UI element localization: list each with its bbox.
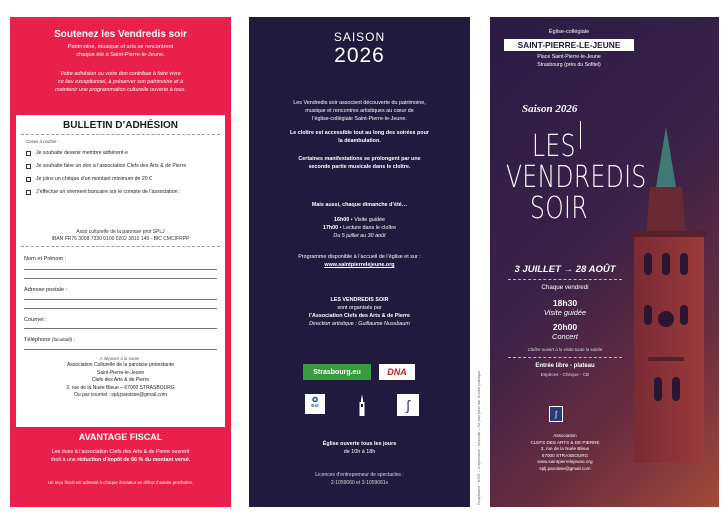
email-field-label: Courriel : — [24, 317, 47, 323]
fiscal-title: AVANTAGE FISCAL — [78, 432, 163, 442]
program-availability — [259, 253, 460, 269]
checkbox-label: Je souhaite faire un don à l’association Clefs des Arts & de Pierre — [36, 163, 187, 169]
intro-line: musique et rencontres artistiques au cœur de — [305, 108, 414, 114]
season-dates: 3 JUILLET → 28 AOÛT — [514, 264, 616, 275]
concert-time: 20h00 — [552, 322, 578, 332]
support-intro — [22, 43, 219, 59]
weekly-label: Chaque vendredi — [541, 284, 589, 291]
schedule-label: • Visite guidée — [349, 217, 385, 223]
organizer-text — [259, 296, 460, 328]
cover-title-vendredis: VENDREDIS — [506, 160, 647, 195]
music-text — [259, 155, 460, 171]
church-name: SAINT-PIERRE-LE-JEUNE — [504, 39, 634, 51]
phone-field-label: Téléphone (facultatif) : — [24, 337, 76, 343]
intro-text — [259, 99, 460, 123]
schedule-label: • Lecture dans le cloître — [338, 225, 397, 231]
send-address — [16, 355, 225, 399]
send-line: Clefs des Arts & de Pierre — [91, 377, 150, 384]
church-subtitle: Église-collégiale — [548, 29, 590, 35]
checkbox-cheque[interactable] — [26, 176, 222, 182]
organizer-line: sont organisés par — [337, 305, 382, 311]
checkbox[interactable] — [26, 151, 31, 156]
assoc-website: www.saintpierrelejeune.org — [537, 459, 593, 465]
support-panel — [10, 17, 231, 507]
assoc-email: splj.paroisse@gmail.com — [539, 465, 591, 471]
title-accent-line — [580, 121, 581, 149]
intro-line: Les Vendredis soir associent découverte du patrimoine, — [293, 100, 426, 106]
cover-title-les: LES — [532, 129, 576, 164]
intro-line: Patrimoine, musique et arts se rencontrent — [67, 44, 174, 50]
checkbox-member[interactable] — [26, 150, 222, 156]
address-field-label: Adresse postale : — [24, 287, 68, 293]
fiscal-prefix: droit à une — [50, 457, 78, 463]
entry-info: Entrée libre - plateau — [535, 363, 595, 369]
schedule-time: 17h00 — [322, 225, 339, 231]
dna-logo: DNA — [379, 364, 415, 380]
bank-line: Asso culturelle de la paroisse prot SPLJ — [76, 229, 165, 235]
fiscal-highlight: réduction d’impôt de 66 % du montant versé. — [77, 457, 191, 463]
music-line: Certaines manifestations se prolongent par une — [298, 156, 421, 162]
association-info — [502, 433, 628, 473]
phone-field[interactable] — [24, 349, 217, 350]
intro-line: l’église-collégiale Saint-Pierre-le-Jeune. — [312, 116, 407, 122]
print-credits: Graphisme : KOG – Impression : vesomk – Ne pas jeter sur la voie publique — [476, 370, 481, 505]
schedule-visit — [259, 216, 460, 224]
saison-year: 2026 — [334, 44, 385, 67]
intro-line: maintenir une programmation culturelle ouverte à tous. — [55, 87, 186, 93]
cover-saison: Saison 2026 — [522, 103, 578, 115]
region-label: Est — [311, 404, 319, 409]
cloister-text — [259, 129, 460, 145]
visit-time: 18h30 — [552, 298, 578, 308]
name-field-line[interactable] — [24, 278, 217, 279]
concert-label: Concert — [552, 332, 578, 341]
partner-logos-row2 — [305, 394, 425, 418]
checkbox[interactable] — [26, 177, 31, 182]
saison-label: SAISON — [333, 30, 386, 44]
clefs-logo-icon: ʃ — [397, 394, 419, 416]
payment-info: Espèces - Chèque - CB — [540, 372, 590, 377]
support-title: Soutenez les Vendredis soir — [54, 29, 187, 40]
visit-label: Visite guidée — [543, 308, 587, 317]
opening-hours — [259, 440, 460, 456]
send-email: Ou par courriel : splj.paroisse@gmail.com — [74, 392, 167, 399]
assoc-line: Association — [553, 433, 577, 438]
opening-line: Église ouverte tous les jours — [322, 441, 397, 447]
send-line: Saint-Pierre-le-Jeune — [96, 369, 145, 376]
checkbox-label: J’effectue un virement bancaire sur le compte de l’association : — [36, 189, 181, 195]
intro-line: ce lieu exceptionnel, à préserver son patrimoine et à — [58, 79, 183, 85]
send-line: Association Culturelle de la paroisse protestante — [66, 362, 174, 369]
address-line: Place Saint-Pierre-le-Jeune — [537, 54, 601, 60]
divider — [21, 134, 220, 135]
music-line: seconde partie musicale dans le cloître. — [308, 164, 411, 170]
address-line: Strasbourg (près du Sofitel) — [537, 61, 601, 68]
licence-numbers: 2-1059060 et 3-1059061v — [330, 480, 389, 486]
fiscal-line — [22, 456, 219, 464]
sunday-title: Mais aussi, chaque dimanche d’été… — [311, 202, 408, 208]
divider — [508, 279, 622, 280]
artistic-direction: Direction artistique : Guillaume Nussbaum — [309, 321, 410, 327]
schedule-reading — [259, 224, 460, 232]
assoc-line: 67000 STRASBOURG — [541, 452, 589, 458]
cover-panel — [490, 17, 719, 507]
checkbox-label: Je souhaite devenir membre adhérent·e — [36, 150, 128, 156]
form-title: BULLETIN D’ADHÉSION — [63, 120, 178, 131]
cloister-line: Le cloître est accessible tout au long des soirées pour — [289, 130, 429, 136]
opening-time: de 10h à 18h — [343, 449, 376, 455]
checkbox-hint: Cases à cocher : — [26, 139, 59, 144]
website-link[interactable]: www.saintpierrelejeune.org — [324, 262, 395, 268]
email-field[interactable] — [24, 328, 217, 329]
licence-text — [259, 471, 460, 487]
region-est-logo — [305, 394, 325, 414]
organizer-title: LES VENDREDIS SOIR — [330, 297, 389, 303]
checkbox-label: Je joins un chèque d’un montant minimum de 20 € — [36, 176, 152, 182]
checkbox-transfer[interactable] — [26, 189, 222, 195]
bank-details — [16, 229, 225, 242]
checkbox[interactable] — [26, 164, 31, 169]
checkbox-donation[interactable] — [26, 163, 222, 169]
name-field[interactable] — [24, 269, 217, 270]
fiscal-text — [22, 448, 219, 464]
cloister-note: Cloître ouvert à la visite toute la soirée — [527, 347, 603, 352]
support-intro-italic — [20, 70, 221, 94]
bank-iban: IBAN FR76 3008 7330 0100 0202 3810 149 - BIC CMCIFRPP — [51, 235, 190, 242]
association-logo-icon: ʃ — [549, 406, 563, 422]
organizer-name: l’Association Clefs des Arts & de Pierre — [308, 313, 411, 319]
schedule-dates: Du 5 juillet au 30 août — [333, 233, 386, 239]
licence-line: Licences d’entrepreneur de spectacles : — [315, 472, 404, 478]
phone-optional: (facultatif) — [52, 337, 73, 342]
assoc-line: 3, rue de la Nuée Bleue — [540, 446, 590, 452]
address-field-line[interactable] — [24, 308, 217, 309]
fiscal-note: Un reçu fiscal est adressé à chaque donateur en début d’année prochaine. — [47, 480, 194, 485]
region-mark: ✪ — [312, 397, 318, 404]
assoc-name: CLEFS DES ARTS & DE PIERRE — [530, 439, 600, 445]
intro-line: chaque été à Saint-Pierre-le-Jeune. — [76, 52, 165, 58]
program-line: Programme disponible à l’accueil de l’église et sur : — [298, 254, 421, 260]
partner-logos — [303, 364, 423, 380]
send-line: 3, rue de la Nuée Bleue – 67000 STRASBOURG — [66, 384, 175, 391]
checkbox[interactable] — [26, 190, 31, 195]
church-address — [504, 54, 634, 69]
strasbourg-logo: Strasbourg.eu — [303, 364, 371, 380]
address-field[interactable] — [24, 299, 217, 300]
program-panel — [249, 17, 470, 507]
name-field-label: Nom et Prénom : — [24, 256, 67, 262]
intro-line: Votre adhésion ou votre don contribue à faire vivre — [60, 71, 181, 77]
fiscal-line: Les dons à l’association Clefs des Arts & de Pierre ouvrent — [51, 449, 190, 455]
sunday-schedule — [259, 216, 460, 240]
membership-form — [16, 115, 225, 427]
cover-title-soir: SOIR — [530, 191, 589, 226]
church-logo-icon — [351, 394, 373, 416]
phone-label: Téléphone — [24, 337, 51, 343]
send-hint: À déposer à la sortie : — [99, 356, 142, 361]
cloister-line: la déambulation. — [338, 138, 381, 144]
divider — [21, 246, 220, 247]
divider — [508, 357, 622, 358]
schedule-time: 16h00 — [334, 217, 350, 223]
